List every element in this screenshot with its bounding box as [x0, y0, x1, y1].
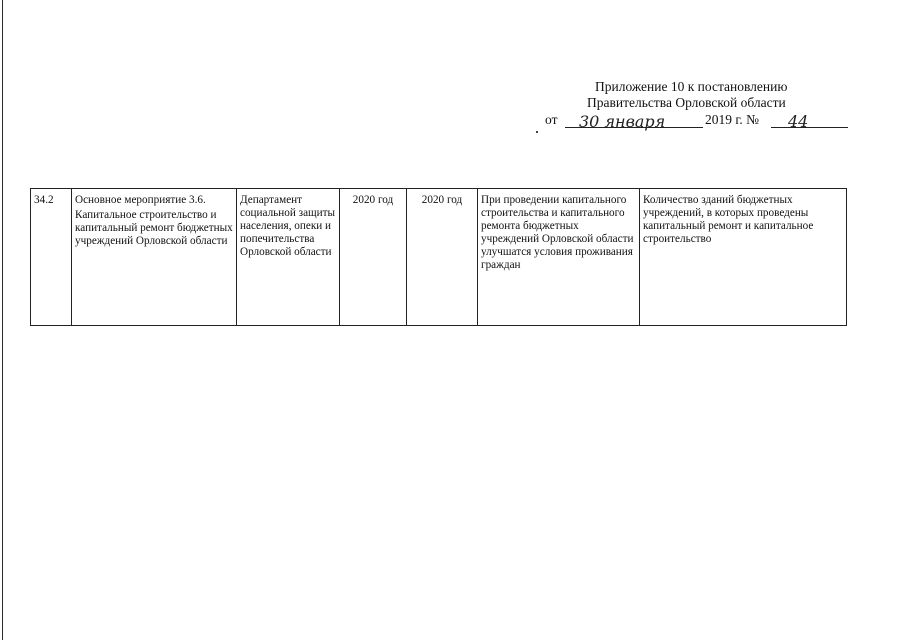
- appendix-title: Приложение 10 к постановлению: [595, 79, 788, 94]
- executor-cell: Департамент социальной защиты населения, опеки и попечительства Орловской области: [237, 189, 340, 326]
- event-title: Основное мероприятие 3.6.: [75, 194, 206, 206]
- year-text: 2019 г. №: [705, 112, 760, 127]
- document-header: [0, 0, 905, 140]
- number-underline: [771, 127, 848, 128]
- appendix-date-line: [545, 112, 855, 130]
- handwritten-date: 30 января: [579, 112, 666, 131]
- row-number: 34.2: [31, 189, 72, 326]
- measures-table: [30, 188, 847, 326]
- handwritten-number: 44: [788, 112, 809, 131]
- event-description: Капитальное строительство и капитальный ремонт бюджетных учреждений Орловской области: [75, 209, 233, 247]
- expected-result-cell: При проведении капитального строительства и капитального ремонта бюджетных учреждений Орловской области улучшатся условия проживания граждан: [478, 189, 640, 326]
- indicator-cell: Количество зданий бюджетных учреждений, в которых проведены капитальный ремонт и капитальное строительство: [640, 189, 847, 326]
- date-prefix: от: [545, 112, 558, 127]
- table-row: [31, 189, 847, 326]
- scan-dot: [536, 131, 538, 133]
- end-year-cell: 2020 год: [407, 189, 478, 326]
- event-cell: [72, 189, 237, 326]
- appendix-authority: Правительства Орловской области: [587, 95, 786, 110]
- start-year-cell: 2020 год: [340, 189, 407, 326]
